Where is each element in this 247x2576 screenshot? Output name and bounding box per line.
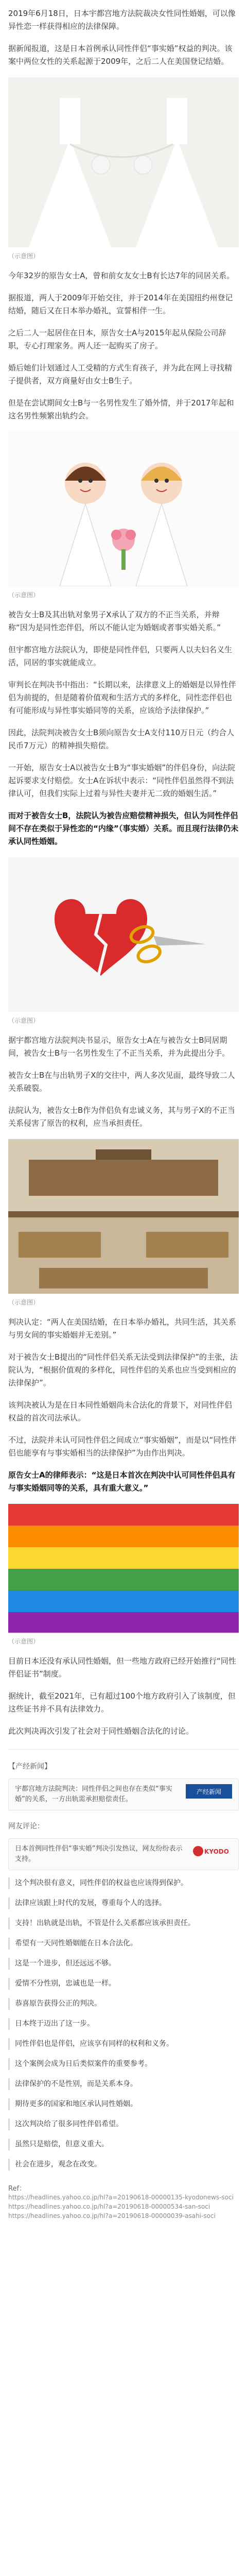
comment-item	[8, 1998, 239, 2010]
svg-text:KYODO: KYODO	[204, 1848, 229, 1855]
body-paragraph: 据报道，两人于2009年开始交往，并于2014年在美国纽约州登记结婚，随后又在日本举办婚礼，宣誓相伴一生。	[8, 293, 233, 315]
comment-text: 法律应该跟上时代的发展，尊重每个人的选择。	[15, 1899, 166, 1907]
body-paragraph: 此次判决再次引发了社会对于同性婚姻合法化的讨论。	[8, 1726, 194, 1736]
ref-label: Ref：	[8, 2185, 26, 2193]
comment-text: 期待更多的国家和地区承认同性婚姻。	[15, 2100, 137, 2108]
comment-text: 这是一个进步，但还远远不够。	[15, 1959, 116, 1968]
body-paragraph: 今年32岁的原告女士A，曾和前女友女士B有长达7年的同居关系。	[8, 271, 235, 280]
comment-item	[8, 1897, 239, 1909]
wedding-dress-image	[8, 77, 239, 249]
body-paragraph: 婚后她们计划通过人工受精的方式生育孩子，并为此在网上寻找精子提供者，双方商量好由女士B生子。	[8, 363, 233, 385]
comment-text: 社会在进步，观念在改变。	[15, 2160, 101, 2168]
comment-item	[8, 2098, 239, 2110]
body-paragraph: 判决认定：“两人在美国结婚，在日本举办婚礼，共同生活，其关系与男女间的事实婚姻并无差别。”	[8, 1317, 236, 1340]
comment-text: 日本终于迈出了这一步。	[15, 2020, 94, 2028]
kyodo-logo-icon	[191, 1844, 232, 1860]
comment-item	[8, 1978, 239, 1990]
comment-text: 支持！出轨就是出轨，不管是什么关系都应该承担责任。	[15, 1919, 195, 1927]
broken-heart-image	[8, 857, 239, 1014]
comment-item	[8, 1938, 239, 1950]
comments-list	[8, 1877, 239, 2171]
body-paragraph: 被告女士B及其出轨对象男子X承认了双方的不正当关系，并辩称“因为是同性恋伴侣，所以不能认定为婚姻或者事实婚关系。”	[8, 610, 221, 632]
ref-link[interactable]: https://headlines.yahoo.co.jp/hl?a=20190618-00000135-kyodonews-soci	[8, 2194, 234, 2201]
source-card[interactable]	[8, 1778, 239, 1810]
image-caption: （示意图）	[8, 252, 40, 260]
comment-text: 这次判决给了很多同性伴侣希望。	[15, 2120, 123, 2128]
comment-text: 恭喜原告获得公正的判决。	[15, 1999, 101, 2008]
comment-item	[8, 2139, 239, 2150]
rainbow-flag-image	[8, 1504, 239, 1635]
body-paragraph: 不过，法院并未认可同性伴侣之间成立“事实婚姻”，而是以“同性伴侣也能享有与事实婚相当的法律保护”为由作出判决。	[8, 1435, 237, 1458]
ref-link[interactable]: https://headlines.yahoo.co.jp/hl?a=20190618-00000534-san-soci	[8, 2203, 210, 2210]
svg-text:产经新闻: 产经新闻	[196, 1788, 222, 1795]
body-paragraph: 法院认为，被告女士B作为伴侣负有忠诚义务，其与男子X的不正当关系侵害了原告的权利，应当承担责任。	[8, 1106, 235, 1128]
body-paragraph: 原告女士A的律师表示：“这是日本首次在判决中认可同性伴侣具有与事实婚姻同等的关系，具有重大意义。”	[8, 1470, 236, 1493]
comment-text: 法律保护的不是性别，而是关系本身。	[15, 2080, 137, 2088]
sankei-logo-icon	[186, 1784, 232, 1801]
image-caption: （示意图）	[8, 1299, 40, 1306]
body-paragraph: 该判决被认为是在日本同性婚姻尚未合法化的背景下，对同性伴侣权益的首次司法承认。	[8, 1400, 233, 1422]
image-caption: （示意图）	[8, 1638, 40, 1645]
body-paragraph: 因此，法院判决被告女士B须向原告女士A支付110万日元（约合人民币7万元）的精神损失赔偿。	[8, 728, 235, 750]
comment-item	[8, 2078, 239, 2090]
kyodo-card[interactable]	[8, 1838, 239, 1870]
comment-text: 爱情不分性别，忠诚也是一样。	[15, 1979, 116, 1988]
comment-text: 这个判决很有意义，同性伴侣的权益也应该得到保护。	[15, 1879, 188, 1887]
courtroom-image	[8, 1139, 239, 1296]
body-paragraph: 一开始，原告女士A以被告女士B为“事实婚姻”的伴侣身份，向法院起诉要求支付赔偿。女士A在诉状中表示：“同性伴侣虽然得不到法律认可，但我们实际上过着与异性夫妻并无二致的婚姻生活。”	[8, 763, 236, 798]
intro-paragraph: 据新闻报道，这是日本首例承认同性伴侣“事实婚”权益的判决。该案中两位女性的关系起源于2009年，之后二人在美国登记结婚。	[8, 44, 233, 66]
comment-item	[8, 2119, 239, 2130]
kyodo-card-text: 日本首例同性伴侣“事实婚”判决引发热议，网友纷纷表示支持。	[15, 1845, 183, 1863]
intro-paragraph: 2019年6月18日，日本宇都宫地方法院裁决女性同性婚姻，可以像异性恋一样获得相应的法律保障。	[8, 9, 236, 31]
cartoon-brides-image	[8, 432, 239, 588]
image-caption: （示意图）	[8, 591, 40, 599]
body-paragraph: 目前日本还没有承认同性婚姻，但一些地方政府已经开始推行“同性伴侣证书”制度。	[8, 1656, 236, 1679]
body-paragraph: 被告女士B在与出轨男子X的交往中，两人多次见面，最终导致二人关系破裂。	[8, 1071, 235, 1093]
comment-text: 希望有一天同性婚姻能在日本合法化。	[15, 1939, 137, 1947]
comment-item	[8, 1877, 239, 1889]
body-paragraph: 据宇都宫地方法院判决书显示，原告女士A在与被告女士B同居期间，被告女士B与一名男性发生了不正当关系，并为此提出分手。	[8, 1036, 230, 1058]
comment-text: 这个案例会成为日后类似案件的重要参考。	[15, 2060, 152, 2068]
divider	[8, 1749, 239, 1750]
comment-text: 虽然只是赔偿，但意义重大。	[15, 2140, 109, 2148]
comment-item	[8, 2159, 239, 2171]
highlight-paragraph: 而对于被告女士B，法院认为被告应赔偿精神损失，但认为同性伴侣间不存在类似于异性恋的“内缘”（事实婚）关系。而且现行法律仍未承认同性婚姻。	[8, 811, 239, 846]
netizen-label: 网友评论：	[8, 1822, 44, 1831]
body-paragraph: 之后二人一起居住在日本，原告女士A与2015年起从保险公司辞职，专心打理家务。两人还一起购买了房子。	[8, 328, 226, 350]
source-label: 【产经新闻】	[8, 1762, 51, 1771]
comment-item	[8, 2018, 239, 2030]
comment-item	[8, 1958, 239, 1970]
body-paragraph: 据统计，截至2021年，已有超过100个地方政府引入了该制度，但这些证书并不具有法律效力。	[8, 1691, 236, 1714]
ref-link[interactable]: https://headlines.yahoo.co.jp/hl?a=20190618-00000039-asahi-soci	[8, 2212, 216, 2219]
comment-text: 同性伴侣也是伴侣，应该享有同样的权利和义务。	[15, 2040, 173, 2048]
source-card-text: 宇都宫地方法院判决：同性伴侣之间也存在类似“事实婚”的关系，一方出轨需承担赔偿责任。	[15, 1785, 172, 1803]
body-paragraph: 但宇都宫地方法院认为，即使是同性伴侣，只要两人以夫妇名义生活，同居的事实就能成立。	[8, 645, 233, 667]
body-paragraph: 审判长在判决书中指出：“长期以来，法律意义上的婚姻是以异性伴侣为前提的，但是随着价值观和生活方式的多样化，同性恋伴侣也有可能形成与异性事实婚同等的关系，应该给予法律保护。”	[8, 680, 236, 715]
image-caption: （示意图）	[8, 1017, 40, 1024]
comment-item	[8, 2038, 239, 2050]
body-paragraph: 对于被告女士B提出的“同性伴侣关系无法受到法律保护”的主张，法院认为，“根据价值观的多样化，同性伴侣的关系也应当受到相应的法律保护”。	[8, 1352, 238, 1387]
comment-item	[8, 1918, 239, 1929]
body-paragraph: 但是在尝试期间女士B与一名男性发生了婚外情，并于2017年起和这名男性频繁出轨约会。	[8, 398, 234, 420]
comment-item	[8, 2058, 239, 2070]
